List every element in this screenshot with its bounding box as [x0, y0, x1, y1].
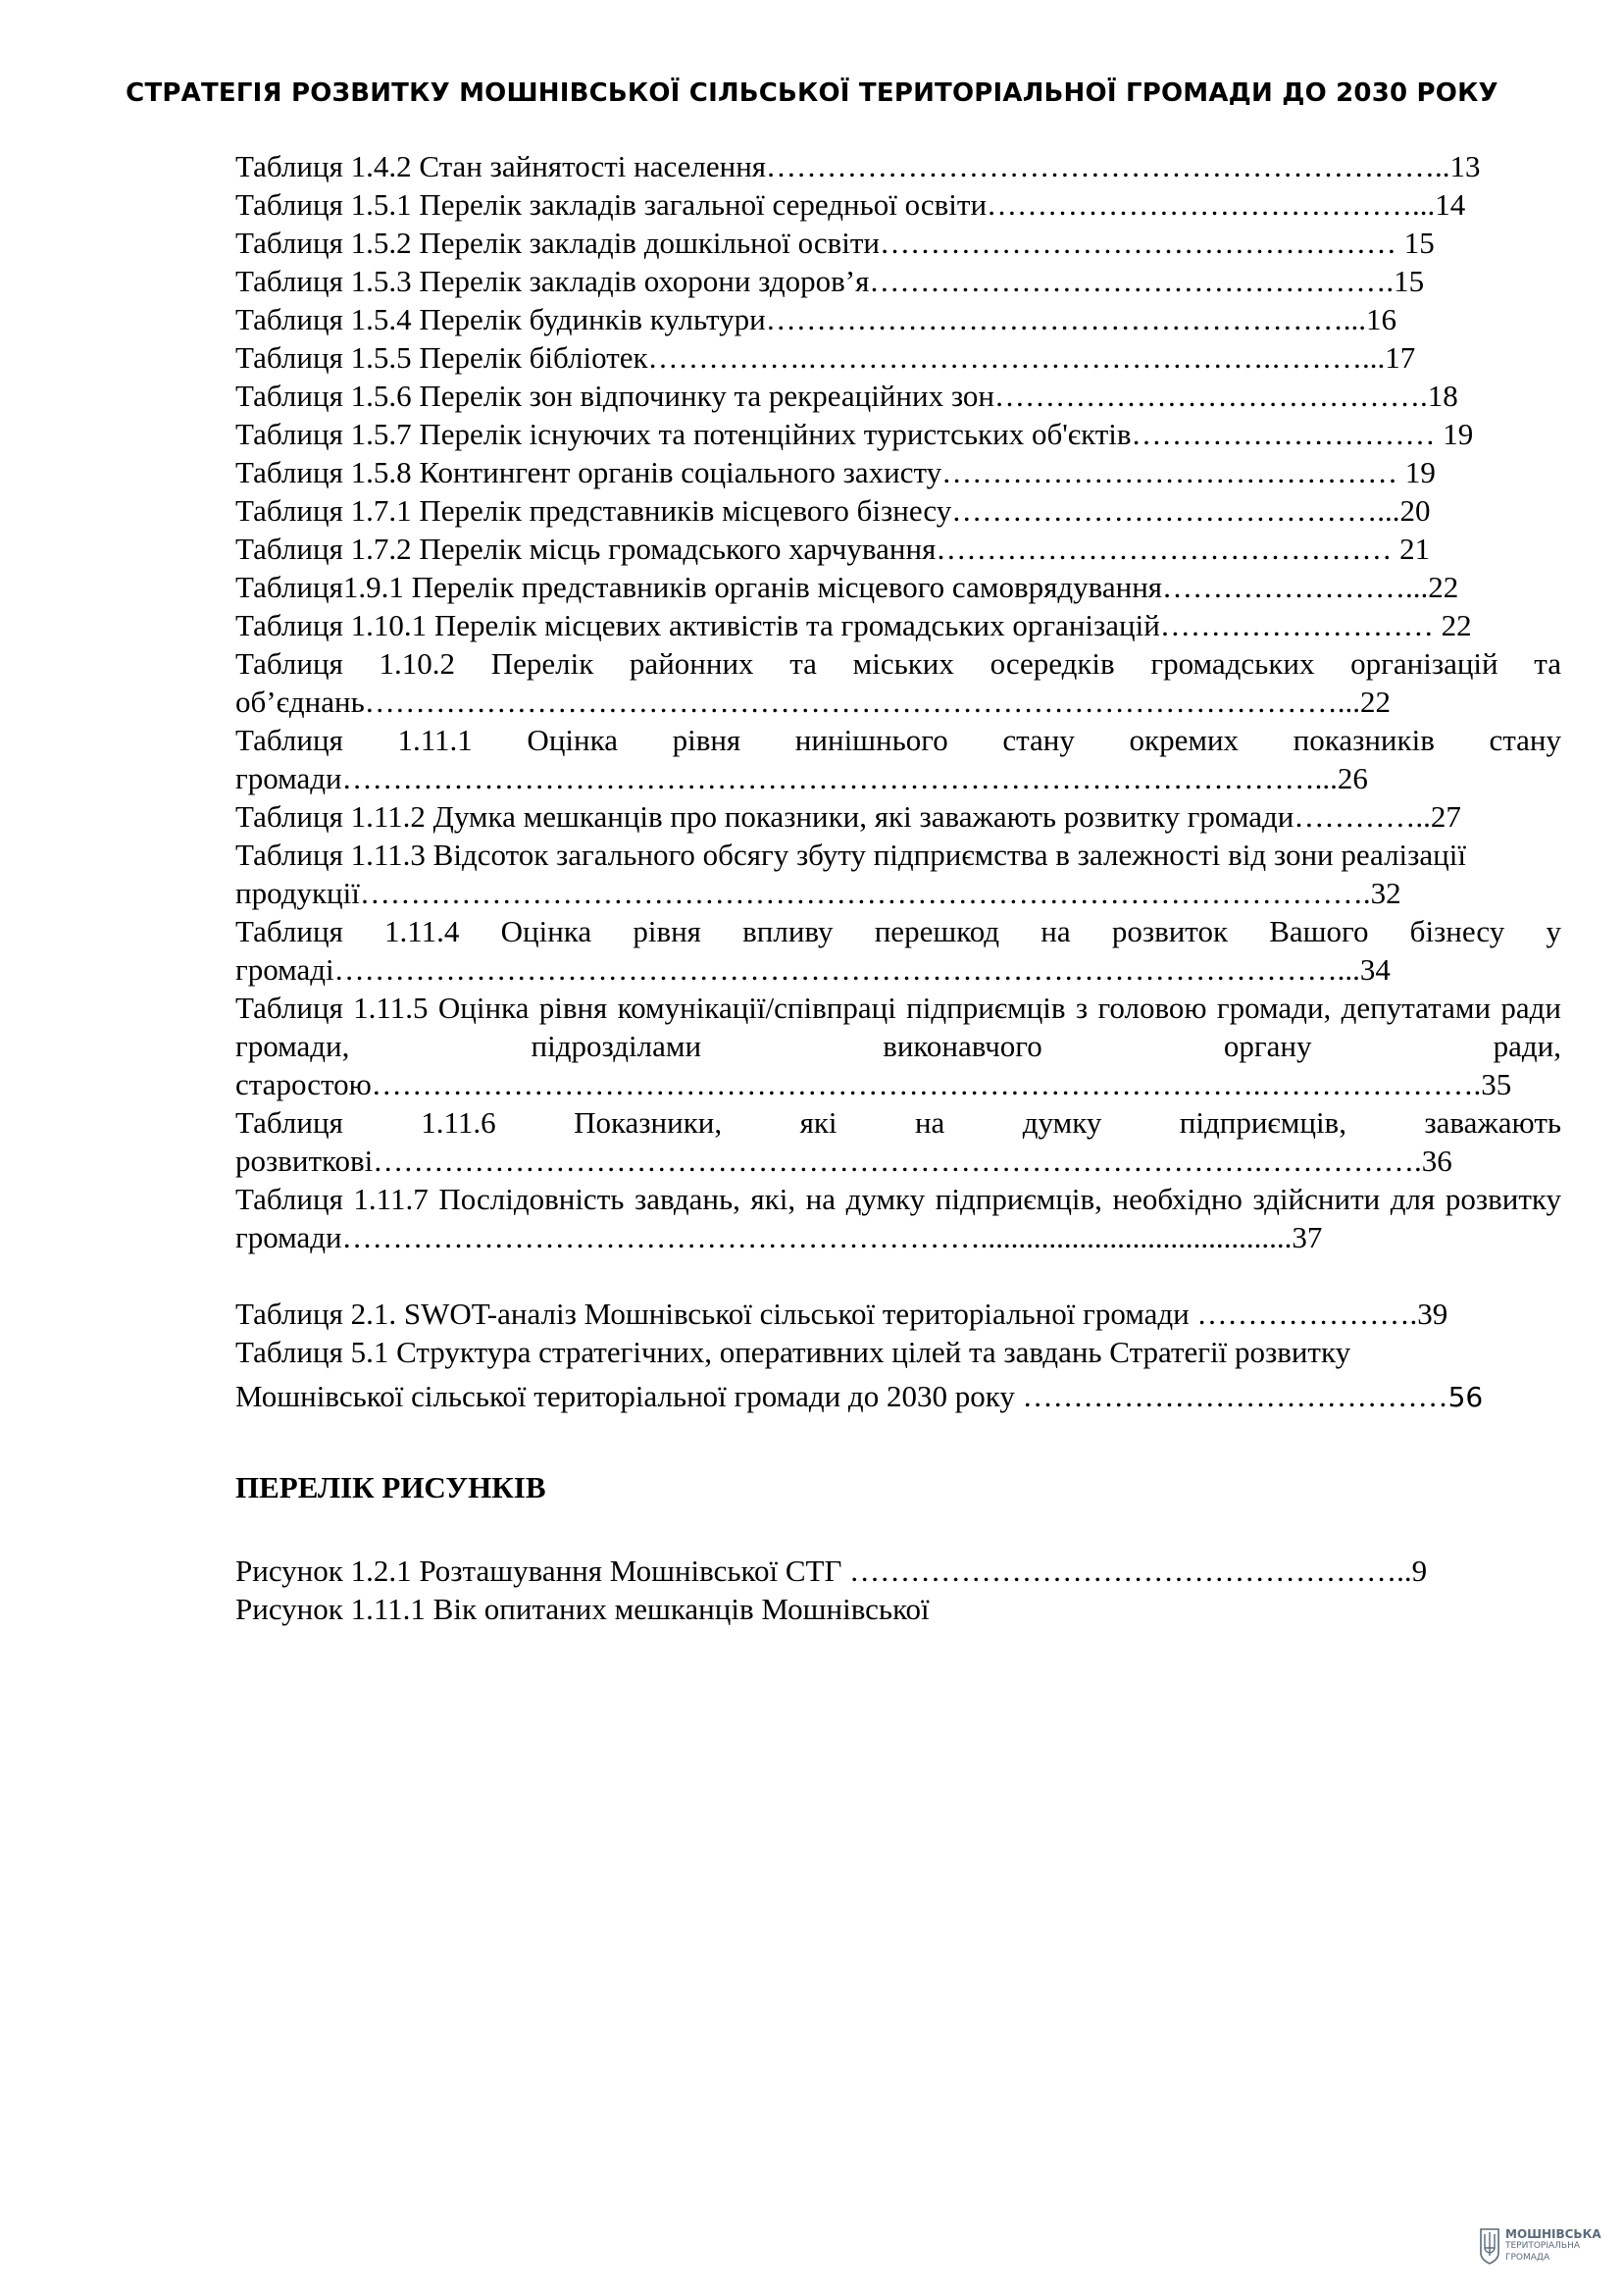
toc-entry[interactable]: Таблиця 1.5.7 Перелік існуючих та потенційних туристських об'єктів………………………… 19	[235, 417, 1474, 451]
toc-entry[interactable]: Таблиця 2.1. SWOT-аналіз Мошнівської сільської територіальної громади ………………….39	[235, 1297, 1448, 1331]
toc-entry[interactable]: Таблиця 1.7.2 Перелік місць громадського харчування……………………………………… 21	[235, 532, 1431, 566]
toc-entry[interactable]: Таблиця 1.4.2 Стан зайнятості населення…………………………………………………………..13	[235, 149, 1481, 183]
toc-entry[interactable]: Таблиця 1.5.8 Контингент органів соціального захисту……………………………………… 19	[235, 455, 1436, 489]
toc-entry[interactable]: Таблиця 1.10.1 Перелік місцевих активістів та громадських організацій……………………… 22	[235, 608, 1472, 642]
toc-entry[interactable]: Таблиця 1.11.4 Оцінка рівня впливу перешкод на розвиток Вашого бізнесу у громаді………………………………………………………………………………………...34	[235, 914, 1561, 987]
toc-entry[interactable]: Таблиця1.9.1 Перелік представників органів місцевого самоврядування……………………...22	[235, 570, 1459, 604]
toc-entry[interactable]: Рисунок 1.2.1 Розташування Мошнівської СТГ ………………………………………………..9	[235, 1553, 1428, 1588]
toc-page-number: 56	[1447, 1381, 1484, 1413]
toc-entry[interactable]: Таблиця 1.11.5 Оцінка рівня комунікації/співпраці підприємців з головою громади, депутатами ради громади, підрозділами виконавчого органу ради, старостою…………………………………………………………………………….………………….35	[235, 991, 1561, 1101]
toc-entry[interactable]: Таблиця 1.5.2 Перелік закладів дошкільної освіти…………………………………………… 15	[235, 226, 1435, 260]
table-of-contents	[235, 147, 1561, 1628]
toc-entry[interactable]	[235, 1371, 1561, 1423]
figures-heading: ПЕРЕЛІК РИСУНКІВ	[235, 1470, 546, 1504]
logo-line: ТЕРИТОРІАЛЬНА	[1505, 2241, 1581, 2251]
toc-entry[interactable]: Таблиця 1.11.6 Показники, які на думку підприємців, заважають розвиткові…………………………………………………………………………….…………….36	[235, 1105, 1561, 1178]
toc-entry[interactable]: Таблиця 1.5.5 Перелік бібліотек…………….……………………………………….………...17	[235, 340, 1416, 375]
toc-entry[interactable]: Рисунок 1.11.1 Вік опитаних мешканців Мошнівської	[235, 1592, 930, 1626]
toc-entry-continuation[interactable]: продукції……………………………………………………………………………………….32	[235, 876, 1401, 910]
logo-line: ГРОМАДА	[1505, 2253, 1550, 2263]
page-header: СТРАТЕГІЯ РОЗВИТКУ МОШНІВСЬКОЇ СІЛЬСЬКОЇ ТЕРИТОРІАЛЬНОЇ ГРОМАДИ ДО 2030 РОКУ	[126, 78, 1498, 108]
toc-entry[interactable]: Таблиця 1.11.1 Оцінка рівня нинішнього стану окремих показників стану громади……………………………………………………………………………………...26	[235, 723, 1561, 795]
toc-entry[interactable]: Таблиця 5.1 Структура стратегічних, оперативних цілей та завдань Стратегії розвитку	[235, 1335, 1351, 1369]
toc-entry[interactable]: Таблиця 1.11.2 Думка мешканців про показники, які заважають розвитку громади…………..27	[235, 799, 1461, 834]
toc-entry[interactable]: Таблиця 1.5.1 Перелік закладів загальної середньої освіти……………………………………...14	[235, 187, 1466, 222]
toc-entry[interactable]: Таблиця 1.11.3 Відсоток загального обсягу збуту підприємства в залежності від зони реалізації	[235, 838, 1466, 872]
toc-entry[interactable]: Таблиця 1.5.3 Перелік закладів охорони здоров’я…………………………………………….15	[235, 264, 1425, 298]
toc-entry[interactable]: Таблиця 1.11.7 Послідовність завдань, які, на думку підприємців, необхідно здійснити для розвитку громади……………………………………………………….........................................37	[235, 1182, 1561, 1254]
toc-entry[interactable]: Таблиця 1.10.2 Перелік районних та міських осередків громадських організацій та об’єднань……………………………………………………………………………………...22	[235, 646, 1561, 719]
toc-entry[interactable]: Таблиця 1.7.1 Перелік представників місцевого бізнесу……………………………………...20	[235, 493, 1431, 528]
logo-line: МОШНІВСЬКА	[1505, 2227, 1601, 2241]
toc-entry[interactable]: Таблиця 1.5.4 Перелік будинків культури…………………………………………………...16	[235, 302, 1396, 336]
trident-icon	[1479, 2226, 1500, 2266]
toc-entry[interactable]: Таблиця 1.5.6 Перелік зон відпочинку та рекреаційних зон…………………………………….18	[235, 379, 1458, 413]
toc-entry-text: Мошнівської сільської територіальної громади до 2030 року ……………………………………	[235, 1379, 1448, 1413]
community-logo	[1479, 2224, 1624, 2283]
logo-text	[1505, 2228, 1601, 2264]
